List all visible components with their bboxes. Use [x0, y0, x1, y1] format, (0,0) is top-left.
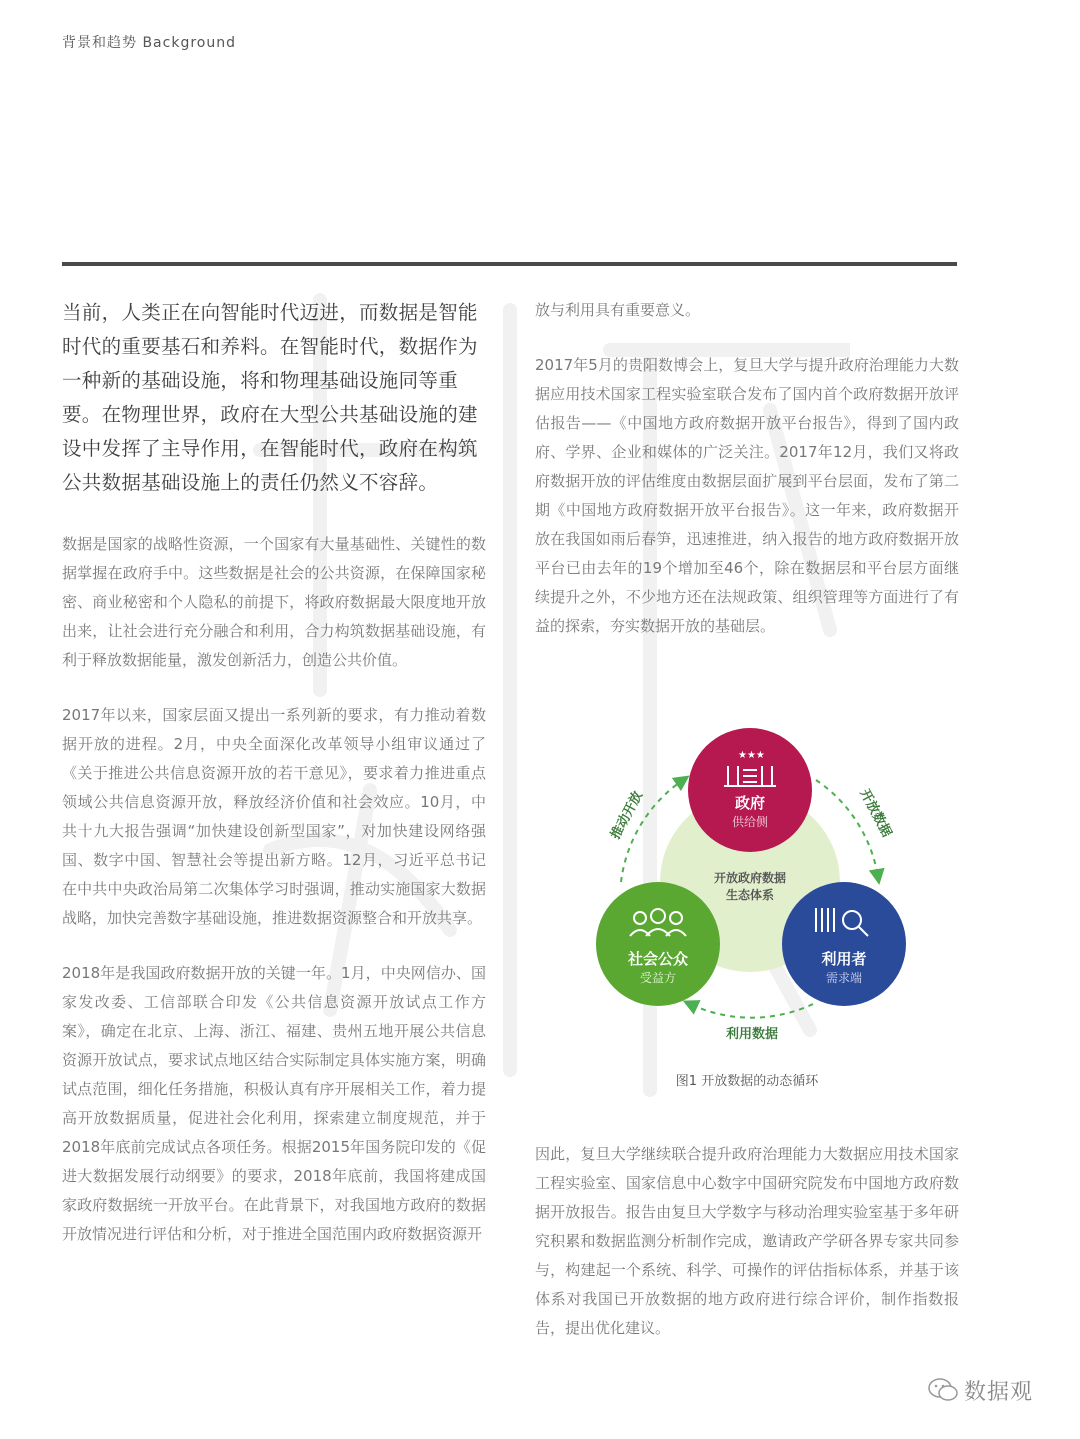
- public-circle: [596, 882, 720, 1006]
- body-paragraph: 2017年以来，国家层面又提出一系列新的要求，有力推动着数据开放的进程。2月，中央全面深化改革领导小组审议通过了《关于推进公共信息资源开放的若干意见》，要求着力推进重点领域公共信息资源开放，释放经济价值和社会效应。10月，中共十九大报告强调“加快建设创新型国家”，对加快建设网络强国、数字中国、智慧社会等提出新方略。12月，习近平总书记在中共中央政治局第二次集体学习时强调，推动实施国家大数据战略，加快完善数字基础设施，推进数据资源整合和开放共享。: [62, 706, 486, 927]
- right-column: [535, 296, 959, 667]
- government-subtitle: 供给侧: [731, 815, 769, 829]
- government-title: 政府: [734, 794, 766, 812]
- center-label-2: 生态体系: [725, 888, 775, 902]
- public-title: 社会公众: [627, 950, 689, 968]
- wechat-icon: [928, 1377, 958, 1403]
- arrow-label-use-data: 利用数据: [726, 1027, 779, 1042]
- wechat-account-name: 数据观: [964, 1379, 1034, 1405]
- closing-paragraph: 因此，复旦大学继续联合提升政府治理能力大数据应用技术国家工程实验室、国家信息中心数字中国研究院发布中国地方政府数据开放报告。报告由复旦大学数字与移动治理实验室基于多年研究积累和数据监测分析制作完成，邀请政产学研各界专家共同参与，构建起一个系统、科学、可操作的评估指标体系，并基于该体系对我国已开放数据的地方政府进行综合评价，制作指数报告，提出优化建议。: [535, 1145, 959, 1337]
- open-data-cycle-diagram: [588, 722, 918, 1052]
- arrow-use-data: [690, 1004, 813, 1018]
- public-subtitle: 受益方: [639, 971, 677, 985]
- body-paragraph: 2017年5月的贵阳数博会上，复旦大学与提升政府治理能力大数据应用技术国家工程实验室联合发布了国内首个政府数据开放评估报告——《中国地方政府数据开放平台报告》，得到了国内政府、学界、企业和媒体的广泛关注。2017年12月，我们又将政府数据开放的评估维度由数据层面扩展到平台层面，发布了第二期《中国地方政府数据开放平台报告》。这一年来，政府数据开放在我国如雨后春笋，迅速推进，纳入报告的地方政府数据开放平台已由去年的19个增加至46个，除在数据层和平台层方面继续提升之外，不少地方还在法规政策、组织管理等方面进行了有益的探索，夯实数据开放的基础层。: [535, 356, 959, 635]
- header-rule: [62, 262, 957, 266]
- left-column: [62, 296, 486, 1275]
- body-paragraph: 放与利用具有重要意义。: [535, 301, 701, 319]
- lead-paragraph: 当前，人类正在向智能时代迈进，而数据是智能时代的重要基石和养料。在智能时代，数据作为一种新的基础设施，将和物理基础设施同等重要。在物理世界，政府在大型公共基础设施的建设中发挥了主导作用，在智能时代，政府在构筑公共数据基础设施上的责任仍然义不容辞。: [62, 301, 478, 494]
- center-label-1: 开放政府数据: [713, 871, 787, 885]
- body-paragraph: 数据是国家的战略性资源，一个国家有大量基础性、关键性的数据掌握在政府手中。这些数据是社会的公共资源，在保障国家秘密、商业秘密和个人隐私的前提下，将政府数据最大限度地开放出来，让社会进行充分融合和利用，合力构筑数据基础设施，有利于释放数据能量，激发创新活力，创造公共价值。: [62, 535, 486, 669]
- government-circle: [688, 728, 812, 852]
- user-subtitle: 需求端: [825, 971, 863, 985]
- user-title: 利用者: [821, 950, 867, 968]
- arrow-label-push-open: 推动开放: [608, 788, 646, 842]
- svg-text:★★★: ★★★: [738, 750, 765, 761]
- figure-caption: 图1 开放数据的动态循环: [675, 1074, 819, 1089]
- section-header: 背景和趋势 Background: [62, 35, 236, 51]
- body-paragraph: 2018年是我国政府数据开放的关键一年。1月，中央网信办、国家发改委、工信部联合印发《公共信息资源开放试点工作方案》，确定在北京、上海、浙江、福建、贵州五地开展公共信息资源开放试点，要求试点地区结合实际制定具体实施方案，明确试点范围，细化任务措施，积极认真有序开展相关工作，着力提高开放数据质量，促进社会化利用，探索建立制度规范，并于2018年底前完成试点各项任务。根据2015年国务院印发的《促进大数据发展行动纲要》的要求，2018年底前，我国将建成国家政府数据统一开放平台。在此背景下，对我国地方政府的数据开放情况进行评估和分析，对于推进全国范围内政府数据资源开: [62, 964, 486, 1243]
- arrow-label-open-data: 开放数据: [856, 786, 895, 840]
- user-circle: [782, 882, 906, 1006]
- wechat-watermark: [928, 1372, 1068, 1408]
